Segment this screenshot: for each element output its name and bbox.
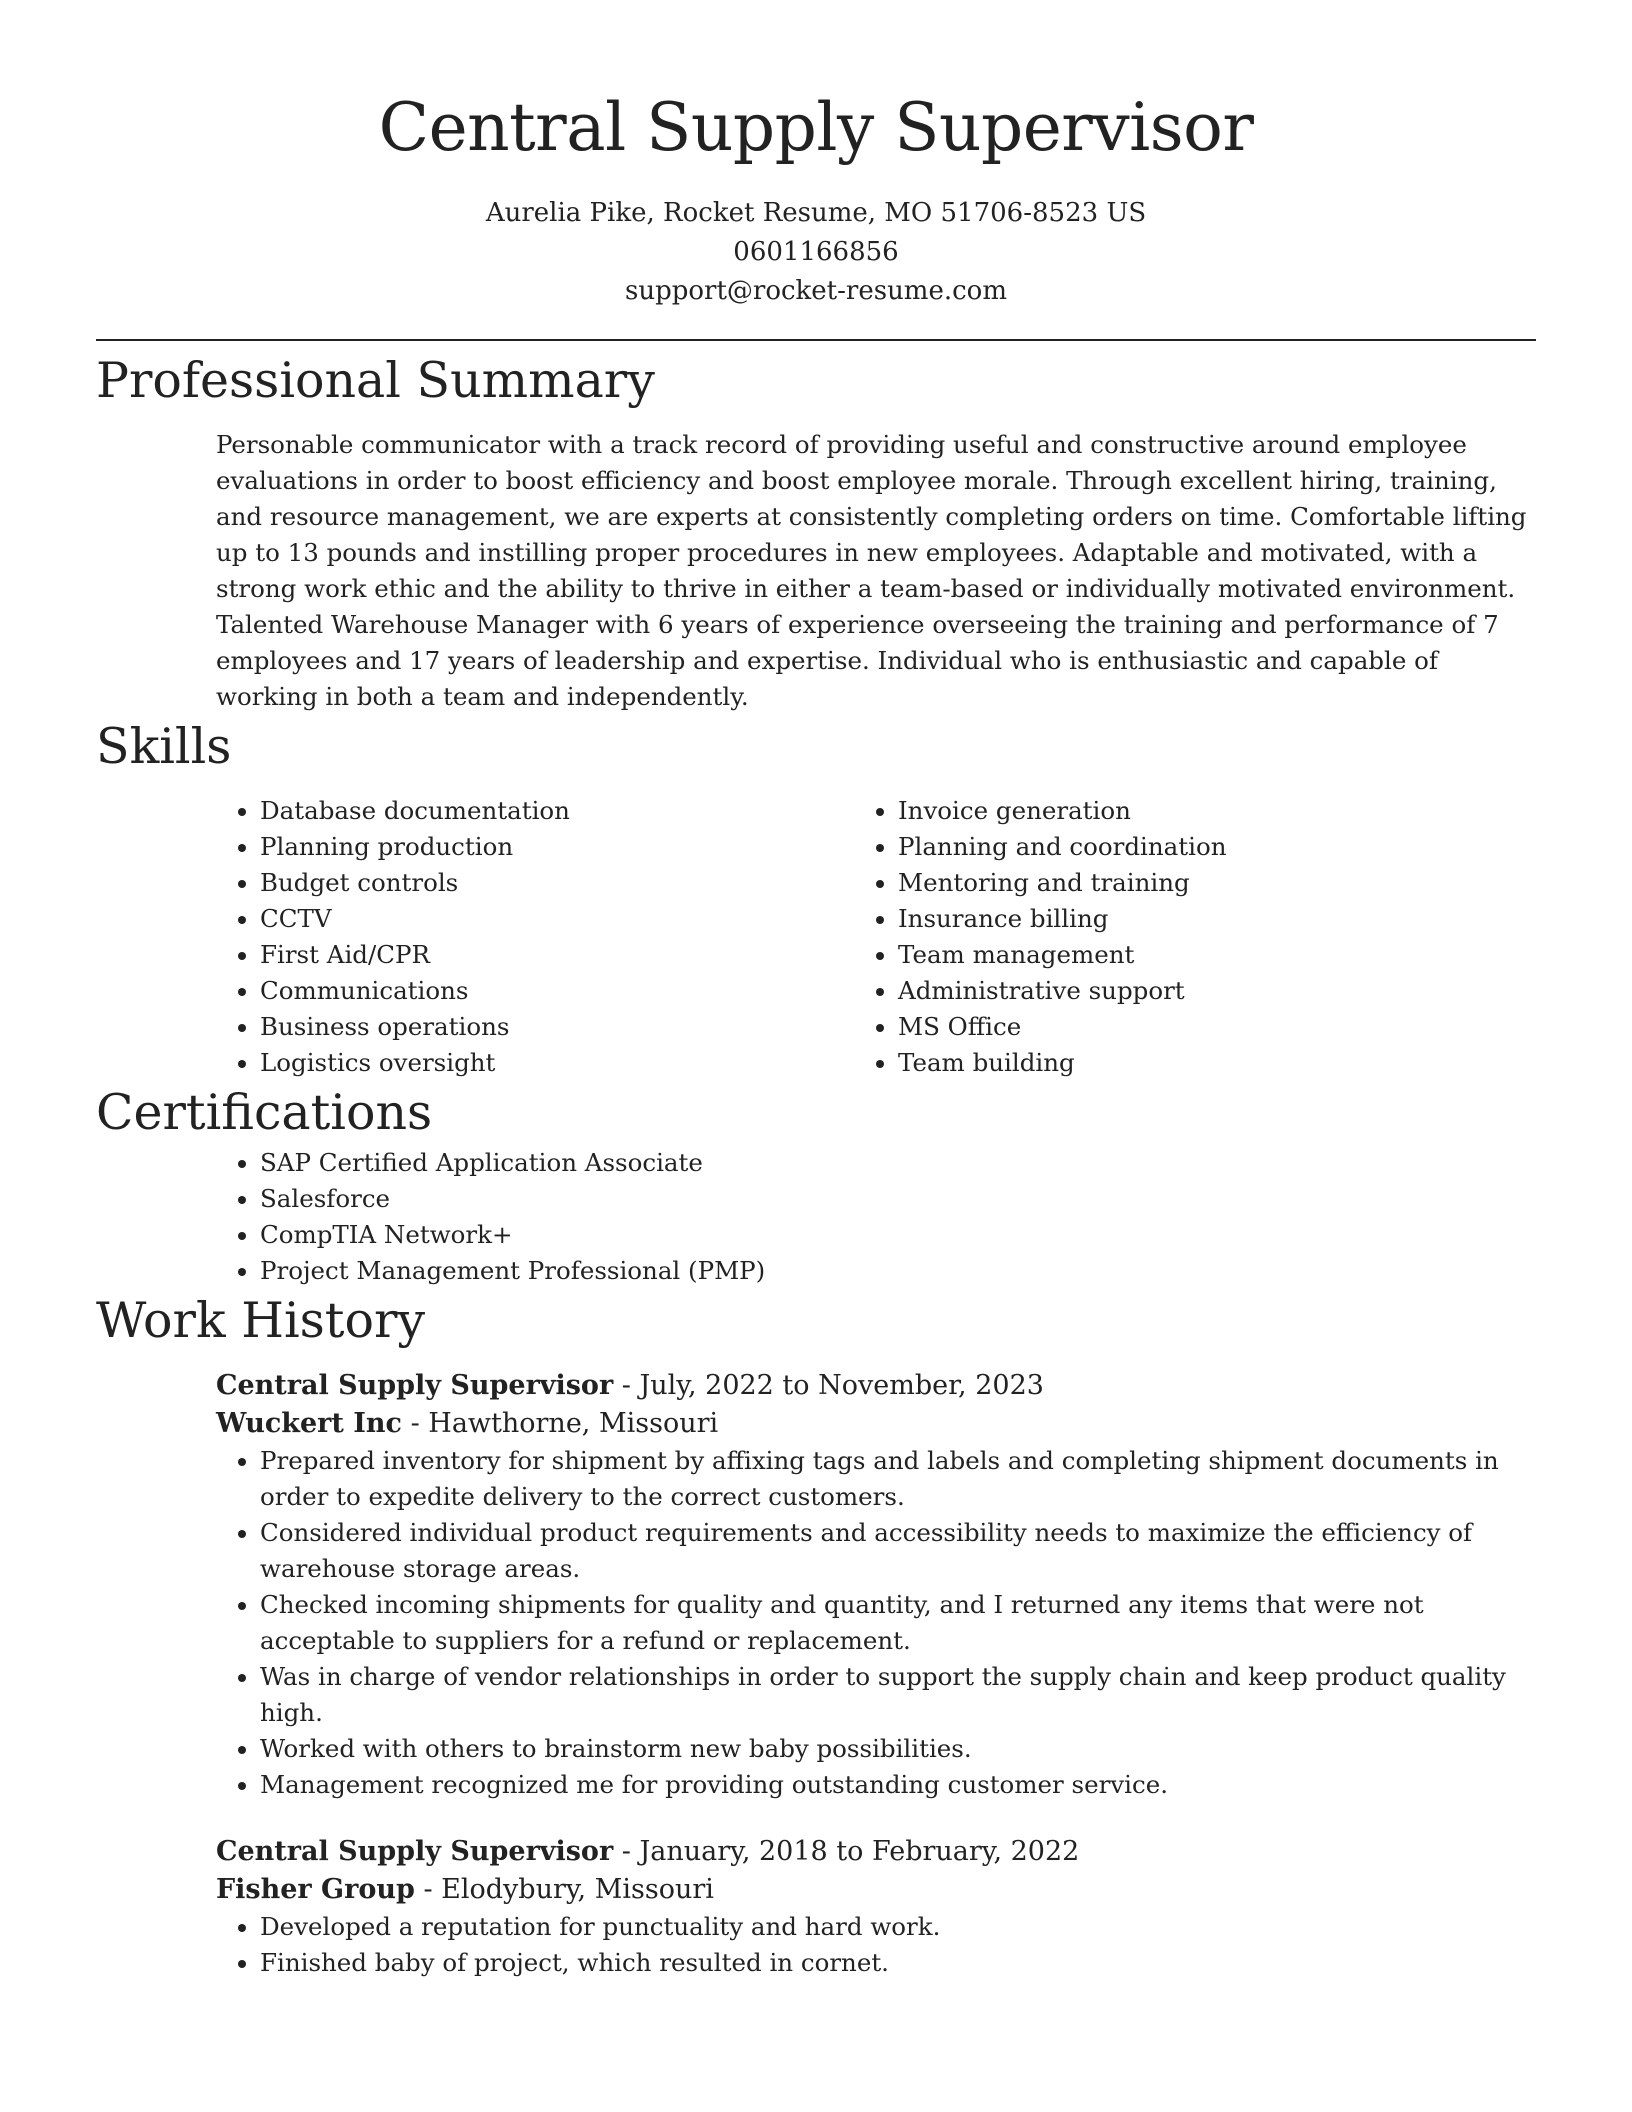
- job-bullet: • Developed a reputation for punctuality and hard work.: [260, 1909, 1536, 1945]
- skills-heading: Skills: [96, 718, 232, 775]
- job-company-line: [216, 1405, 1536, 1443]
- skill-item: • Insurance billing: [898, 901, 1536, 937]
- skills-list-right: [734, 793, 1536, 1081]
- job-bullet: • Management recognized me for providing outstanding customer service.: [260, 1767, 1536, 1803]
- skill-item: • CCTV: [260, 901, 898, 937]
- job-dates: - July, 2022 to November, 2023: [613, 1370, 1044, 1401]
- job-title-line: [216, 1833, 1536, 1871]
- contact-email: support@rocket-resume.com: [624, 276, 1007, 306]
- job-bullet: • Considered individual product requirements and accessibility needs to maximize the efficiency of warehouse storage areas.: [260, 1515, 1536, 1587]
- resume-header: [96, 0, 1536, 311]
- job-location: - Hawthorne, Missouri: [401, 1408, 719, 1439]
- skills-grid: [96, 793, 1536, 1081]
- job-company-line: [216, 1871, 1536, 1909]
- job-company: Fisher Group: [216, 1874, 415, 1905]
- skill-item: • Logistics oversight: [260, 1045, 898, 1081]
- header-divider: [96, 339, 1536, 341]
- skill-item: • Business operations: [260, 1009, 898, 1045]
- resume-title: Central Supply Supervisor: [378, 89, 1254, 166]
- job-dates: - January, 2018 to February, 2022: [613, 1836, 1080, 1867]
- job-bullet: • Finished baby of project, which resulted in cornet.: [260, 1945, 1536, 1981]
- job-title-line: [216, 1367, 1536, 1405]
- skill-item: • Mentoring and training: [898, 865, 1536, 901]
- skill-item: • Planning production: [260, 829, 898, 865]
- contact-block: [96, 194, 1536, 311]
- job-title: Central Supply Supervisor: [216, 1836, 614, 1867]
- job-location: - Elodybury, Missouri: [414, 1874, 714, 1905]
- job-entry: [216, 1367, 1536, 1803]
- job-bullet: • Checked incoming shipments for quality and quantity, and I returned any items that were not acceptable to suppliers for a refund or replacement.: [260, 1587, 1536, 1659]
- skill-item: • Administrative support: [898, 973, 1536, 1009]
- skill-item: • Database documentation: [260, 793, 898, 829]
- job-company: Wuckert Inc: [216, 1408, 402, 1439]
- certification-item: • Project Management Professional (PMP): [260, 1253, 1536, 1289]
- certifications-list: [96, 1145, 1536, 1289]
- job-bullet-list: [216, 1909, 1536, 1981]
- job-bullet: • Prepared inventory for shipment by affixing tags and labels and completing shipment documents in order to expedite delivery to the correct customers.: [260, 1443, 1536, 1515]
- skill-item: • Planning and coordination: [898, 829, 1536, 865]
- certification-item: • SAP Certified Application Associate: [260, 1145, 1536, 1181]
- job-title: Central Supply Supervisor: [216, 1370, 614, 1401]
- certification-item: • CompTIA Network+: [260, 1217, 1536, 1253]
- skill-item: • Communications: [260, 973, 898, 1009]
- skill-item: • First Aid/CPR: [260, 937, 898, 973]
- skill-item: • Invoice generation: [898, 793, 1536, 829]
- job-entry: [216, 1833, 1536, 1981]
- certification-item: • Salesforce: [260, 1181, 1536, 1217]
- resume-page: [96, 0, 1536, 1981]
- job-bullet-list: [216, 1443, 1536, 1803]
- work-history-heading: Work History: [96, 1292, 426, 1349]
- contact-address: Aurelia Pike, Rocket Resume, MO 51706-8523 US: [485, 198, 1147, 228]
- certifications-heading: Certifications: [96, 1084, 433, 1141]
- contact-phone: 0601166856: [733, 237, 899, 267]
- skill-item: • Budget controls: [260, 865, 898, 901]
- skill-item: • Team building: [898, 1045, 1536, 1081]
- summary-text: Personable communicator with a track record of providing useful and constructive around employee evaluations in order to boost efficiency and boost employee morale. Through excellent hiring, training, and resource management, we are experts at consistently completing orders on time. Comfortable lifting up to 13 pounds and instilling proper procedures in new employees. Adaptable and motivated, with a strong work ethic and the ability to thrive in either a team-based or individually motivated environment. Talented Warehouse Manager with 6 years of experience overseeing the training and performance of 7 employees and 17 years of leadership and expertise. Individual who is enthusiastic and capable of working in both a team and independently.: [216, 430, 1527, 711]
- job-bullet: • Was in charge of vendor relationships in order to support the supply chain and keep product quality high.: [260, 1659, 1536, 1731]
- skill-item: • Team management: [898, 937, 1536, 973]
- skill-item: • MS Office: [898, 1009, 1536, 1045]
- job-bullet: • Worked with others to brainstorm new baby possibilities.: [260, 1731, 1536, 1767]
- summary-heading: Professional Summary: [96, 352, 655, 409]
